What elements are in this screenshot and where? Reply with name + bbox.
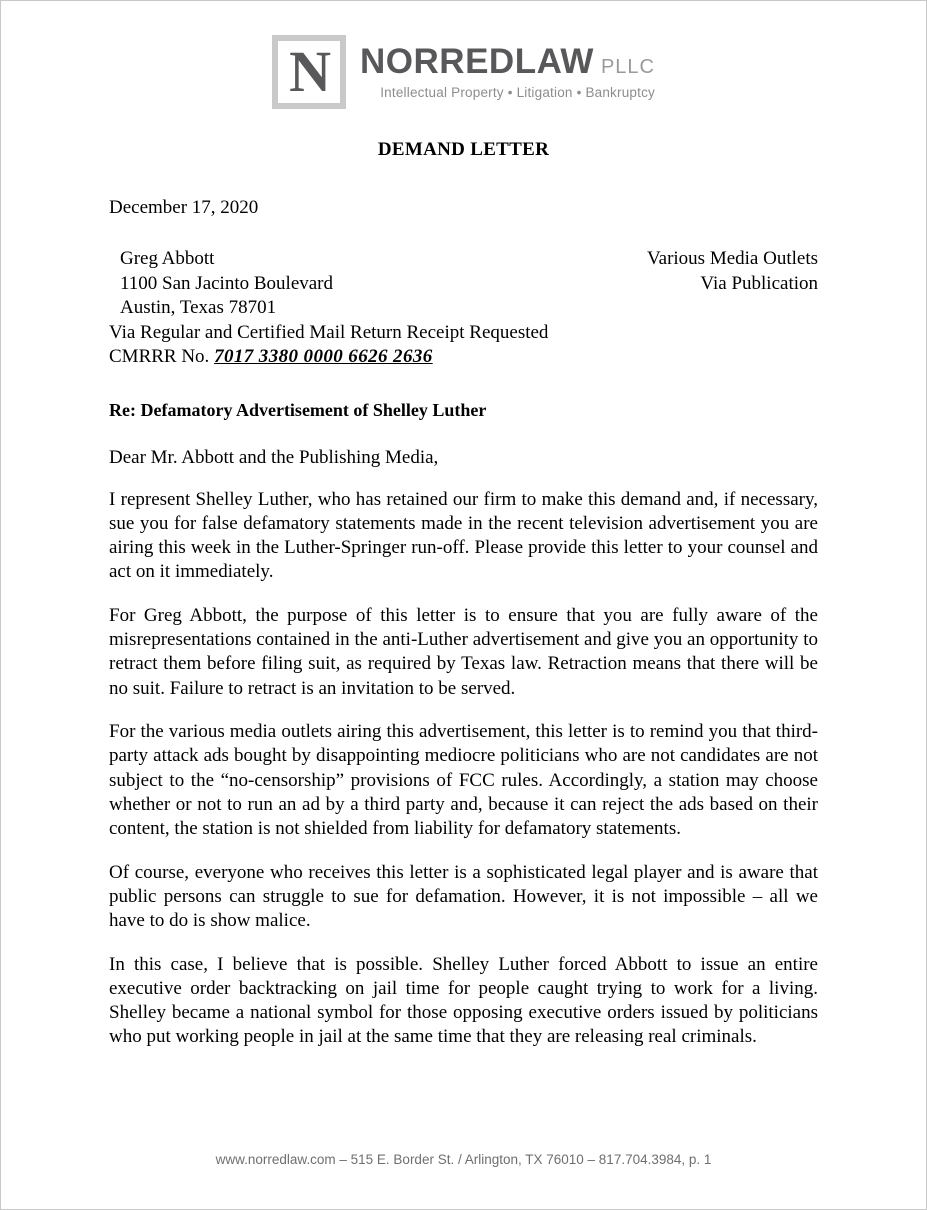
- body-paragraph-2: For Greg Abbott, the purpose of this letter is to ensure that you are fully aware of the misrepresentations contained in the anti-Luther advertisement and give you an opportunity to retract them before filing suit, as required by Texas law. Retraction means that there will be no suit. Failure to retract is an invitation to be served.: [109, 604, 818, 699]
- address-row-city: [109, 296, 818, 321]
- cc-line-1: Various Media Outlets: [647, 248, 818, 269]
- firm-name: NORREDLAW: [360, 42, 594, 81]
- cmrrr-label: CMRRR No.: [109, 346, 215, 367]
- addressee-street: 1100 San Jacinto Boulevard: [120, 272, 334, 294]
- address-row-name: [109, 247, 818, 272]
- page-title: DEMAND LETTER: [377, 139, 550, 160]
- address-row-street: [109, 272, 818, 297]
- logo-wordmark: [360, 44, 655, 100]
- delivery-note: Via Regular and Certified Mail Return Receipt Requested: [109, 321, 549, 343]
- firm-tagline: Intellectual Property • Litigation • Bankruptcy: [380, 85, 655, 100]
- body-paragraph-4: Of course, everyone who receives this letter is a sophisticated legal player and is aware that public persons can struggle to sue for defamation. However, it is not impossible – all we have to do is show malice.: [109, 861, 818, 932]
- document-content: [109, 1, 818, 1209]
- cc-line-2: Via Publication: [700, 272, 818, 294]
- cmrrr-line: [109, 345, 818, 370]
- cmrrr-number: 7017 3380 0000 6626 2636: [214, 346, 433, 367]
- logo-name-row: [360, 44, 655, 79]
- body-paragraph-5: In this case, I believe that is possible. Shelley Luther forced Abbott to issue an entire executive order backtracking on jail time for people caught trying to work for a living. Shelley became a national symbol for those opposing executive orders issued by politicians who put working people in jail at the same time that they are releasing real criminals.: [109, 953, 818, 1048]
- body-paragraph-3: For the various media outlets airing this advertisement, this letter is to remind you that third-party attack ads bought by disappointing mediocre politicians who are not candidates are not subject to the “no-censorship” provisions of FCC rules. Accordingly, a station may choose whether or not to run an ad by a third party and, because it can reject the ads based on their content, the station is not shielded from liability for defamatory statements.: [109, 721, 818, 840]
- addressee-name: Greg Abbott: [120, 248, 215, 269]
- page-footer: www.norredlaw.com – 515 E. Border St. / Arlington, TX 76010 – 817.704.3984, p. 1: [215, 1152, 712, 1167]
- addressee-city-state-zip: Austin, Texas 78701: [120, 297, 277, 318]
- logo-letter: N: [289, 39, 329, 104]
- norredlaw-logo-icon: [272, 35, 346, 109]
- letterhead: [109, 1, 818, 104]
- entity-suffix: PLLC: [600, 56, 655, 78]
- letter-date: December 17, 2020: [109, 197, 259, 218]
- salutation: Dear Mr. Abbott and the Publishing Media,: [109, 446, 439, 468]
- body-paragraph-1: I represent Shelley Luther, who has retained our firm to make this demand and, if necessary, sue you for false defamatory statements made in the recent television advertisement you are airing this week in the Luther-Springer run-off. Please provide this letter to your counsel and act on it immediately.: [109, 488, 818, 583]
- address-block: [109, 247, 818, 370]
- subject-line: Re: Defamatory Advertisement of Shelley Luther: [109, 399, 487, 420]
